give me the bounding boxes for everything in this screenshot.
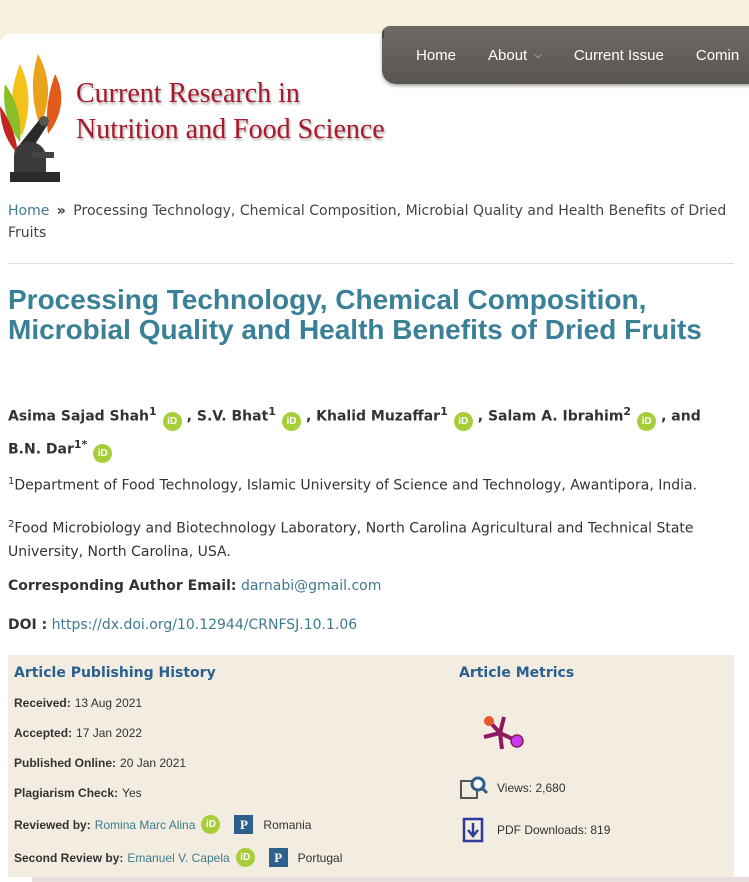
reviewer-link[interactable]: Romina Marc Alina xyxy=(94,817,196,832)
nav-current-issue[interactable]: Current Issue xyxy=(573,46,664,64)
downloads-metric: PDF Downloads: 819 xyxy=(459,817,610,843)
nav-about[interactable]: About ⌵ xyxy=(488,46,542,64)
altmetric-icon[interactable] xyxy=(480,713,530,753)
breadcrumb-current: Processing Technology, Chemical Composition, Microbial Quality and Health Benefits of Dried Fruits xyxy=(8,203,727,241)
bottom-strip xyxy=(32,877,749,882)
reviewer-link[interactable]: Emanuel V. Capela xyxy=(127,850,230,865)
breadcrumb xyxy=(8,200,728,244)
orcid-icon[interactable]: iD xyxy=(282,412,301,431)
breadcrumb-home-link[interactable]: Home xyxy=(8,203,50,219)
doi: DOI : https://dx.doi.org/10.12944/CRNFSJ.10.1.06 xyxy=(8,617,358,633)
corresponding-email-link[interactable]: darnabi@gmail.com xyxy=(240,578,382,594)
author-list: Asima Sajad Shah$^1$iD , S.V. Bhat$^1$iD , Khalid Muzaffar$^1$iD , Salam A. Ibrahim$^2$iD , and B.N. Dar$^{1*}$iD xyxy=(8,398,738,463)
breadcrumb-separator: » xyxy=(56,203,66,219)
orcid-icon[interactable]: iD xyxy=(163,412,182,431)
history-published: Published Online: 20 Jan 2021 xyxy=(14,756,187,770)
nav-coming[interactable]: Comin xyxy=(695,46,740,64)
corresponding-author: Corresponding Author Email: darnabi@gmail.com xyxy=(8,578,382,594)
journal-logo-icon[interactable] xyxy=(0,44,72,189)
reviewed-by: Reviewed by: Romina Marc Alina iD P Romania xyxy=(14,817,312,832)
author-name: B.N. Dar xyxy=(8,441,74,458)
metrics-title: Article Metrics xyxy=(459,665,575,681)
pdf-download-icon xyxy=(459,817,489,843)
orcid-icon[interactable]: iD xyxy=(637,412,656,431)
history-received: Received: 13 Aug 2021 xyxy=(14,696,143,710)
affiliation-2: $^2$Food Microbiology and Biotechnology Laboratory, North Carolina Agricultural and Technical State University, North Carolina, USA. xyxy=(8,519,694,560)
author-name: S.V. Bhat xyxy=(196,408,269,425)
author-name: Khalid Muzaffar xyxy=(316,408,441,425)
history-accepted: Accepted: 17 Jan 2022 xyxy=(14,726,143,740)
chevron-down-icon: ⌵ xyxy=(534,49,542,61)
second-review-by: Second Review by: Emanuel V. Capela iD P Portugal xyxy=(14,850,343,865)
divider xyxy=(8,263,734,264)
publons-icon[interactable]: P xyxy=(234,815,253,834)
views-icon xyxy=(459,775,489,801)
orcid-icon[interactable]: iD xyxy=(236,848,255,867)
views-metric: Views: 2,680 xyxy=(459,775,566,801)
affiliation-1: $^1$Department of Food Technology, Islamic University of Science and Technology, Awantipora, India. xyxy=(8,476,698,494)
main-nav xyxy=(382,26,749,84)
publishing-history-title: Article Publishing History xyxy=(14,665,216,681)
author-name: Asima Sajad Shah xyxy=(8,408,150,425)
publons-icon[interactable]: P xyxy=(269,848,288,867)
doi-link[interactable]: https://dx.doi.org/10.12944/CRNFSJ.10.1.06 xyxy=(51,617,358,633)
article-history-panel xyxy=(8,655,734,877)
orcid-icon[interactable]: iD xyxy=(93,444,112,463)
nav-home[interactable]: Home xyxy=(416,46,457,64)
author-name: Salam A. Ibrahim xyxy=(487,408,624,425)
orcid-icon[interactable]: iD xyxy=(201,815,220,834)
journal-title[interactable]: Current Research in Nutrition and Food Science xyxy=(76,78,385,145)
orcid-icon[interactable]: iD xyxy=(454,412,473,431)
history-plagiarism: Plagiarism Check: Yes xyxy=(14,786,142,800)
article-title: Processing Technology, Chemical Composition, Microbial Quality and Health Benefits of Dried Fruits xyxy=(8,284,702,345)
